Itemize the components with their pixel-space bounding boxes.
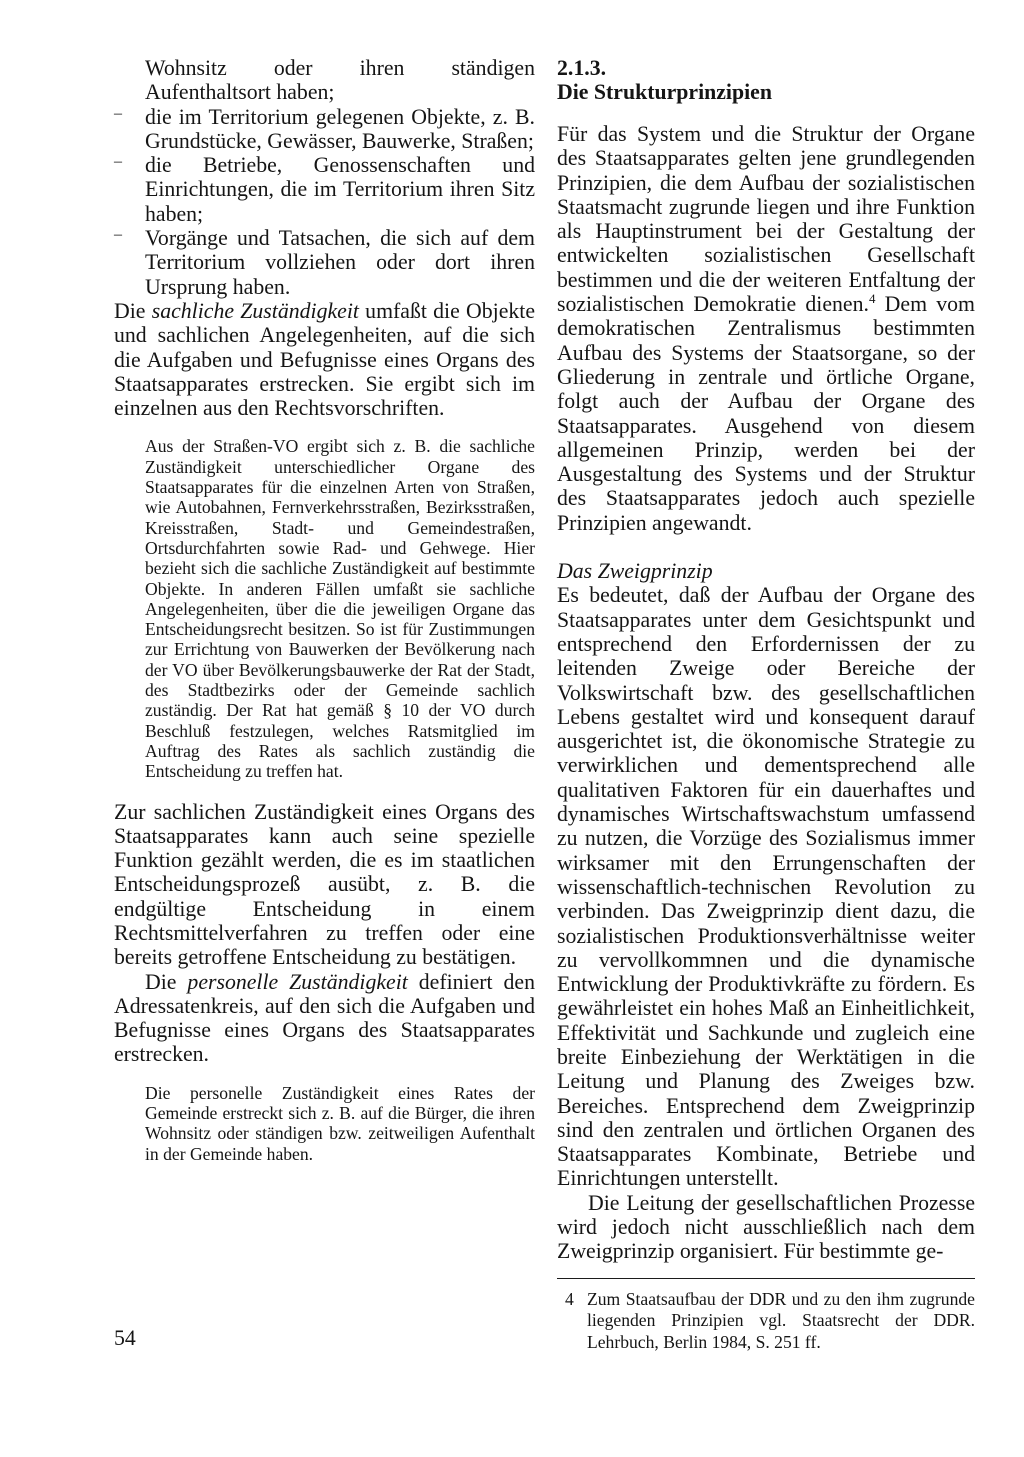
dash-marker: – — [114, 226, 122, 244]
paragraph-sachliche-zustaendigkeit — [114, 299, 535, 420]
right-column — [557, 56, 975, 1353]
subheading-zweigprinzip: Das Zweigprinzip — [557, 559, 713, 584]
example-block-gemeinde: Die personelle Zuständigkeit eines Rates der Gemeinde erstreckt sich z. B. auf die Bürger, die ihren Wohnsitz oder ständigen bzw. zeitweiligen Aufenthalt in der Gemeinde haben. — [145, 1082, 535, 1164]
dash-marker: – — [114, 104, 122, 122]
footnote-text: Zum Staatsaufbau der DDR und zu den ihm zugrunde liegenden Prinzipien vgl. Staatsrecht der DDR. Lehrbuch, Berlin 1984, S. 251 ff. — [587, 1288, 975, 1352]
paragraph-personelle-zustaendigkeit — [114, 970, 535, 1067]
paragraph-spezielle-funktion: Zur sachlichen Zuständigkeit eines Organs des Staatsapparates kann auch seine spezielle Funktion gezählt werden, die es im staatlichen Entscheidungsprozeß ausübt, z. B. die endgültige Entscheidung in einem Rechtsmittelverfahren zu treffen oder eine bereits getroffene Entscheidung zu bestätigen. — [114, 799, 535, 970]
paragraph-strukturprinzipien — [557, 122, 975, 535]
example-block-strassen: Aus der Straßen-VO ergibt sich z. B. die sachliche Zuständigkeit unterschiedlicher Organe des Staatsapparates für die einzelnen Arten von Straßen, wie Autobahnen, Fernverkehrsstraßen, Bezirksstraßen, Kreisstraßen, Stadt- und Gemeindestraßen, Ortsdurchfahrten sowie Rad- und Gehwege. Hier bezieht sich die sachliche Zuständigkeit auf bestimmte Objekte. In anderen Fällen umfaßt sie sachliche Angelegenheiten, über die die jeweiligen Organe das Entscheidungsrecht besitzen. So ist für Zustimmungen zur Errichtung von Bauwerken der Bevölkerung nach der VO über Bevölkerungsbauwerke der Rat der Stadt, des Stadtbezirks oder der Gemeinde sachlich zuständig. Der Rat hat gemäß § 10 der VO durch Beschluß festzulegen, welches Ratsmitglied im Auftrag des Rates als sachlich zuständig die Entscheidung zu treffen hat. — [145, 436, 535, 782]
left-column — [114, 56, 535, 1164]
list-item-text: die Betriebe, Genossenschaften und Einrichtungen, die im Territorium ihren Sitz haben; — [145, 153, 535, 226]
paragraph-lead: Die — [145, 969, 188, 994]
footnote-divider — [557, 1278, 975, 1279]
footnote-reference: 4 — [868, 291, 876, 307]
footnote — [557, 1289, 975, 1354]
section-number: 2.1.3. — [557, 56, 607, 80]
paragraph-rest: umfaßt die Objekte und sachlichen Angelegenheiten, auf die sich die Aufgaben und Befugnisse eines Organs des Staatsapparates erstrecken. Sie ergibt sich im einzelnen aus den Rechtsvorschriften. — [114, 298, 536, 421]
paragraph-lead: Die — [114, 298, 152, 323]
list-item — [114, 105, 535, 154]
paragraph-lead: Für das System und die Struktur der Organe des Staatsapparates gelten jene grundlegenden Prinzipien, die dem Aufbau der sozialistischen Staatsmacht zugrunde liegen und ihre Funktion als Hauptinstrument bei der Gestaltung der entwickelten sozialistischen Gesellschaft bestimmen und die der weiteren Entfaltung der sozialistischen Demokratie dienen. — [557, 122, 975, 317]
list-item-text: die im Territorium gelegenen Objekte, z. B. Grundstücke, Gewässer, Bauwerke, Straßen; — [145, 104, 535, 153]
dash-marker: – — [114, 153, 122, 171]
list-item — [114, 153, 535, 226]
paragraph-rest: Dem vom demokratischen Zentralismus bestimmten Aufbau des Systems der Staatsorgane, so der Gliederung in zentrale und örtliche Organe, folgt auch der Aufbau der Organe des Staatsapparates. Ausgehend von diesem allgemeinen Prinzip, werden bei der Ausgestaltung des Systems und der Struktur des Staatsapparates jedoch auch spezielle Prinzipien angewandt. — [557, 292, 975, 535]
paragraph-zweigprinzip: Es bedeutet, daß der Aufbau der Organe des Staatsapparates unter dem Gesichtspunkt und entsprechend den Erfordernissen der zu leitenden Zweige oder Bereiche der Volkswirtschaft bzw. des gesellschaftlichen Lebens gestaltet wird und konsequent darauf ausgerichtet ist, die ökonomische Strategie zu verwirklichen und dementsprechend alle qualitativen Faktoren für ein dauerhaftes und dynamisches Wirtschaftswachstum umfassend zu nutzen, die Vorzüge des Sozialismus immer wirksamer mit den Errungenschaften der wissenschaftlich-technischen Revolution zu verbinden. Das Zweigprinzip dient dazu, die sozialistischen Produktionsverhältnisse weiter zu vervollkommnen und die dynamische Entwicklung der Produktivkräfte zu fördern. Es gewährleistet ein hohes Maß an Einheitlichkeit, Effektivität und Sachkunde und zugleich eine breite Einbeziehung der Werktätigen in die Leitung und Planung des Zweiges bzw. Bereiches. Entsprechend dem Zweigprinzip sind den zentralen und örtlichen Organen des Staatsapparates Kombinate, Betriebe und Einrichtungen unterstellt. — [557, 583, 975, 1191]
footnote-number: 4 — [565, 1288, 574, 1309]
term-personelle-zustaendigkeit: personelle Zuständigkeit — [187, 969, 408, 994]
paragraph-leitung: Die Leitung der gesellschaftlichen Prozesse wird jedoch nicht ausschließlich nach dem Zweigprinzip organisiert. Für bestimmte ge- — [557, 1190, 975, 1264]
continued-list-item: Wohnsitz oder ihren ständigen Aufenthaltsort haben; — [145, 56, 535, 105]
list-item — [114, 226, 535, 299]
term-sachliche-zustaendigkeit: sachliche Zuständigkeit — [151, 298, 359, 323]
section-title: Die Strukturprinzipien — [557, 80, 772, 104]
page-number: 54 — [114, 1326, 136, 1350]
list-item-text: Vorgänge und Tatsachen, die sich auf dem Territorium vollziehen oder dort ihren Ursprung haben. — [145, 226, 535, 299]
paragraph-rest: definiert den Adressatenkreis, auf den sich die Aufgaben und Befugnisse eines Organs des Staatsapparates erstrecken. — [114, 969, 536, 1067]
